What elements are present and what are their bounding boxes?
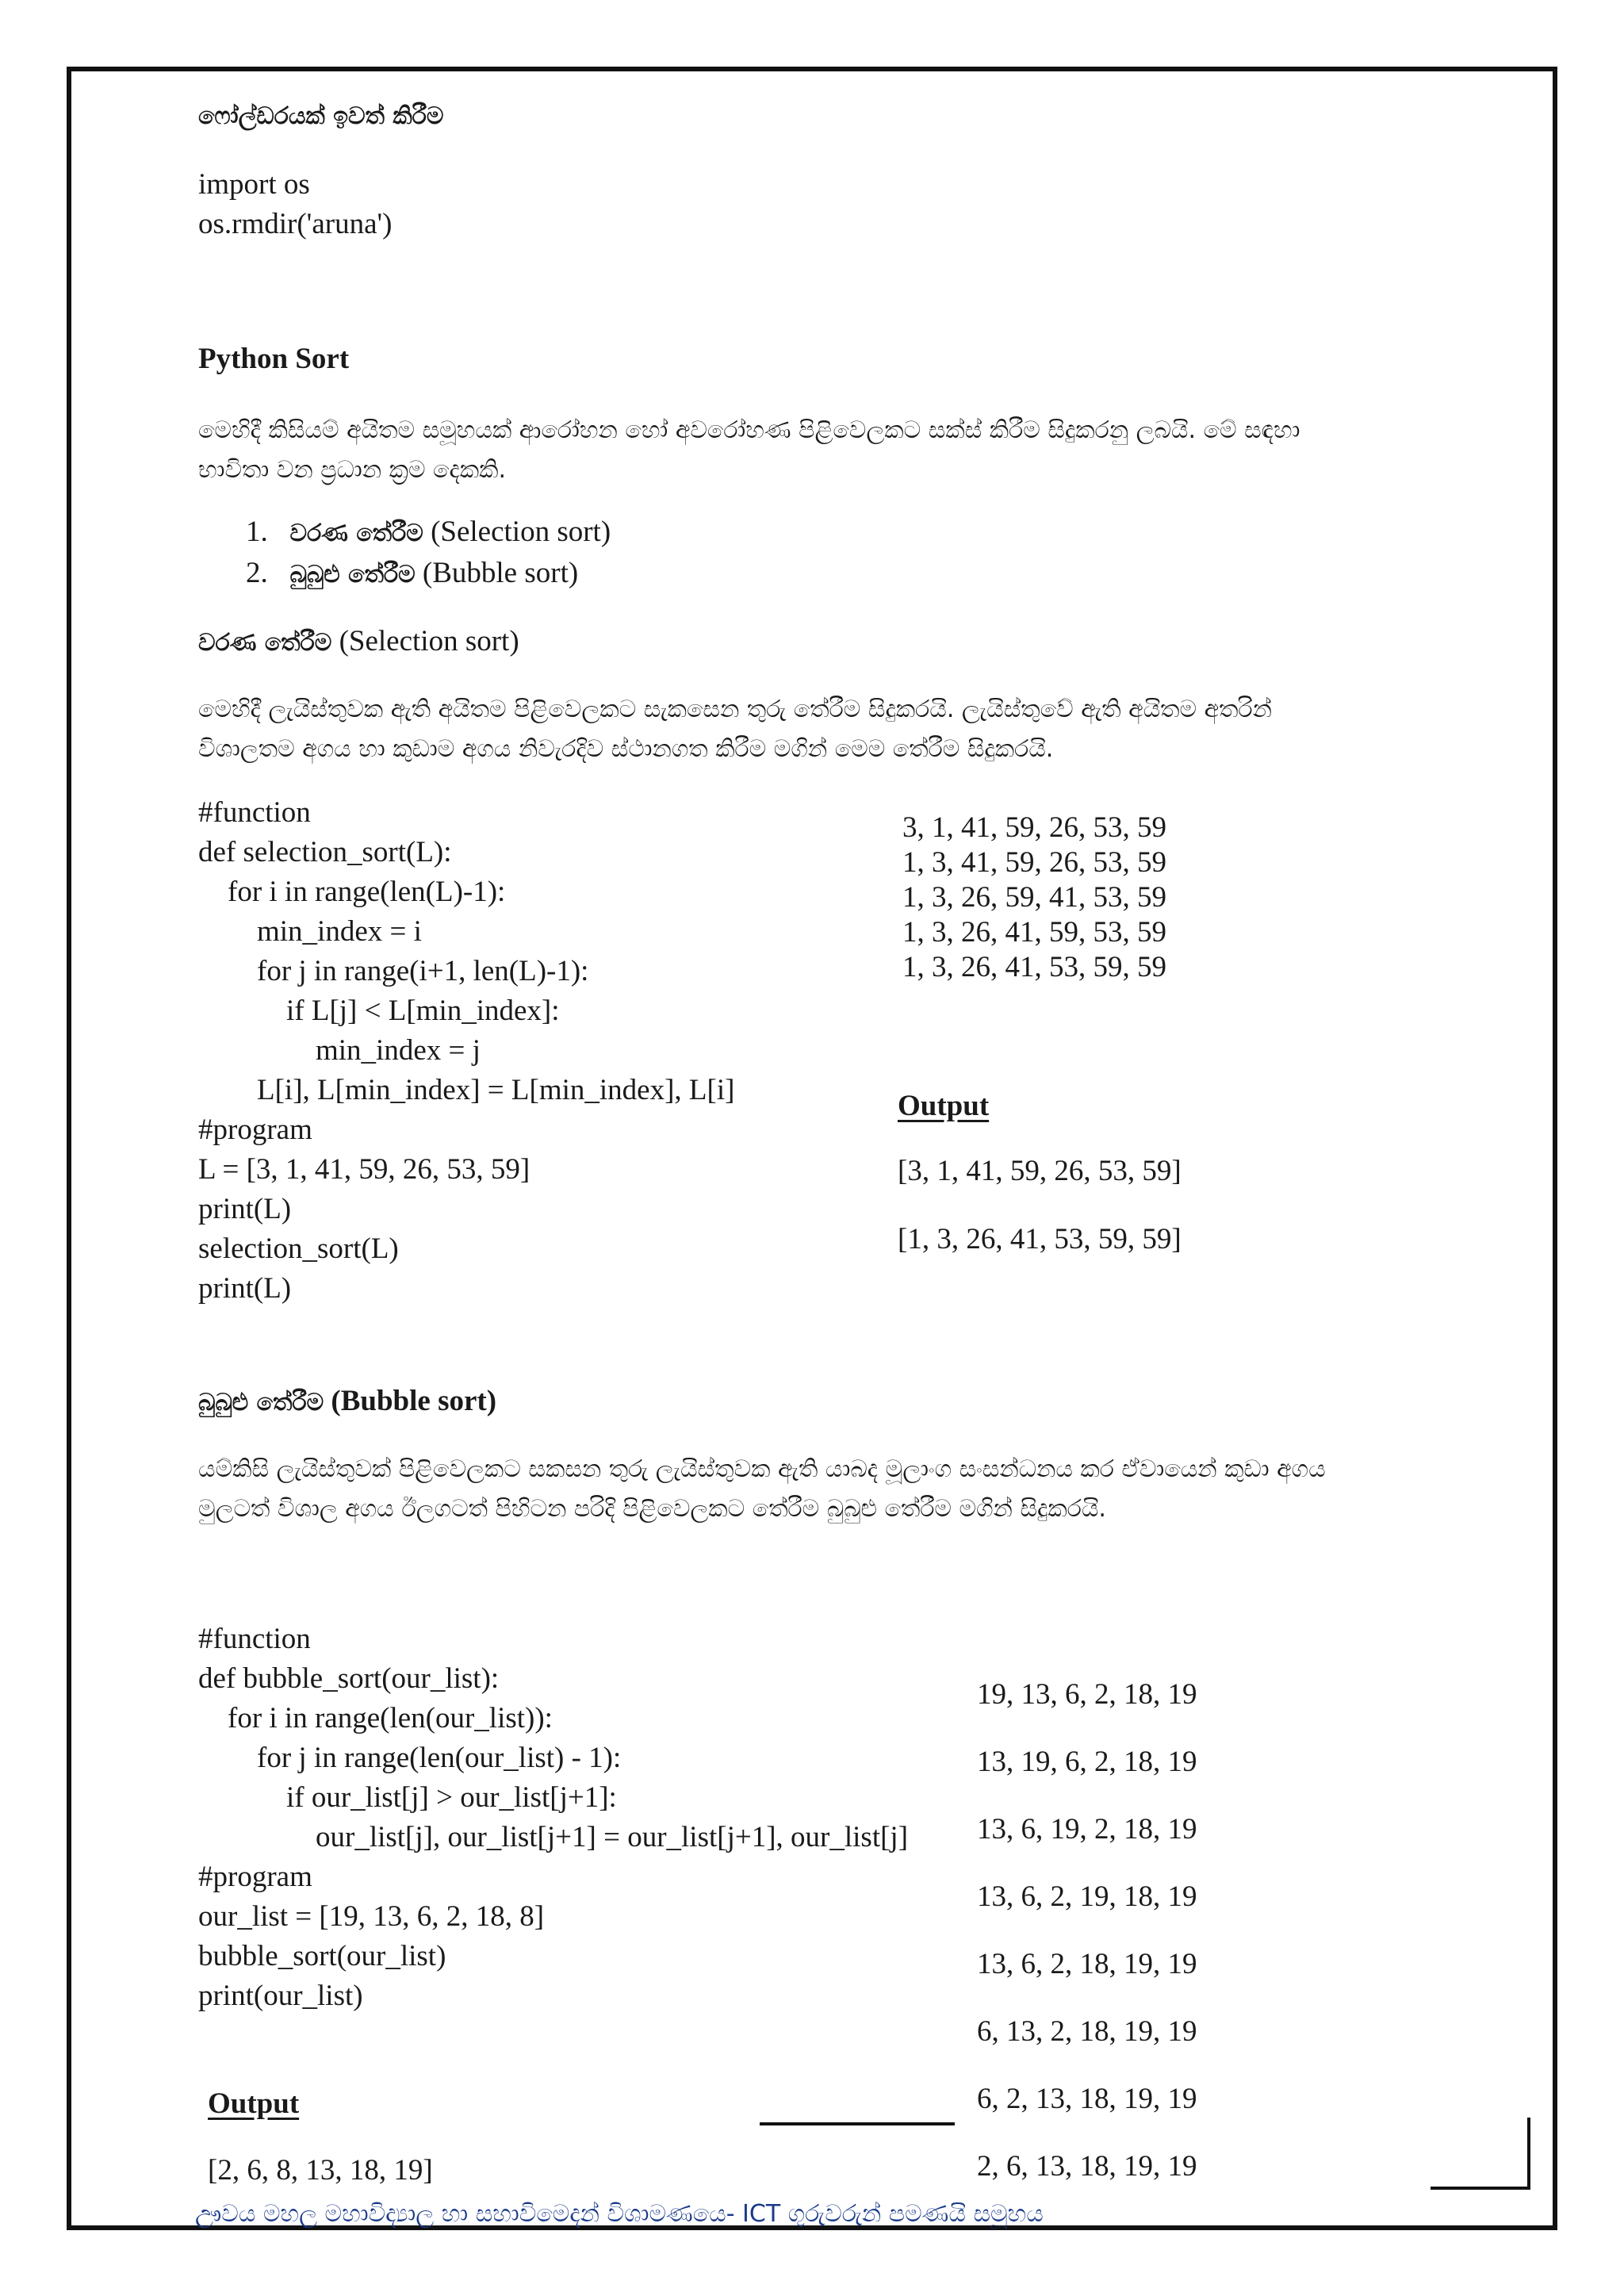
trace-line: 1, 3, 26, 41, 59, 53, 59 <box>902 916 1166 949</box>
heading-remove-folder: ෆෝල්ඩරයක් ඉවත් කිරීම <box>198 102 444 130</box>
trace-line: 6, 2, 13, 18, 19, 19 <box>977 2083 1197 2115</box>
code-remove-folder <box>198 165 393 244</box>
selection-output-line: [3, 1, 41, 59, 26, 53, 59] <box>898 1155 1182 1187</box>
code-line: min_index = i <box>198 915 422 948</box>
code-line: our_list[j], our_list[j+1] = our_list[j+1], our_list[j] <box>198 1821 909 1853</box>
code-line: #program <box>198 1861 312 1893</box>
heading-selection-sort: වරණ තේරීම (Selection sort) <box>198 625 519 657</box>
heading-python-sort: Python Sort <box>198 343 350 375</box>
code-line: our_list = [19, 13, 6, 2, 18, 8] <box>198 1900 545 1933</box>
selection-para-line: විශාලතම අගය හා කුඩාම අගය නිවැරදිව ස්ථානගත කිරීම මගින් මෙම තේරීම සිදුකරයි. <box>198 735 1054 763</box>
code-line: L[i], L[min_index] = L[min_index], L[i] <box>198 1074 735 1106</box>
selection-para-line: මෙහිදී ලැයිස්තුවක ඇති අයිතම පිළිවෙලකට සැකසෙන තුරු තේරීම සිදුකරයි. ලැයිස්තුවේ ඇති අයිතම අතරින් <box>198 696 1272 723</box>
code-line: os.rmdir('aruna') <box>198 208 393 240</box>
footer-text: ඌවය මහල මහාවිද්‍යාල හා සහාවිමෙදන් විශාමණයෙ- ICT ගුරුවරුන් පමණයි සමූහය <box>195 2200 1044 2228</box>
heading-bubble-sort: බුබුළු තේරීම (Bubble sort) <box>198 1385 497 1417</box>
code-line: #function <box>198 1623 311 1655</box>
bubble-para-line: මුලටත් විශාල අගය ඊලගටත් පිහිටන පරිදි පිළිවෙලකට තේරීම බුබුළු තේරීම මගින් සිදුකරයි. <box>198 1495 1106 1523</box>
list-item: 2. බුබුළු තේරීම (Bubble sort) <box>246 557 579 589</box>
code-line: for j in range(len(our_list) - 1): <box>198 1742 622 1774</box>
trace-line: 19, 13, 6, 2, 18, 19 <box>977 1678 1197 1711</box>
trace-line: 6, 13, 2, 18, 19, 19 <box>977 2015 1197 2048</box>
selection-output-label: Output <box>898 1090 990 1122</box>
bubble-output-line: [2, 6, 8, 13, 18, 19] <box>208 2154 433 2187</box>
trace-line: 13, 6, 19, 2, 18, 19 <box>977 1813 1197 1846</box>
code-line: L = [3, 1, 41, 59, 26, 53, 59] <box>198 1153 530 1186</box>
code-bubble-sort <box>198 1619 908 2016</box>
trace-line: 3, 1, 41, 59, 26, 53, 59 <box>902 811 1166 844</box>
trace-line: 1, 3, 41, 59, 26, 53, 59 <box>902 846 1166 879</box>
code-line: print(L) <box>198 1272 292 1305</box>
code-line: print(L) <box>198 1193 292 1225</box>
python-sort-para-line: මෙහිදී කිසියම් අයිතම සමූහයක් ආරෝහන හෝ අවරෝහණ පිළිවෙලකට සක්ස් කිරීම සිදුකරනු ලබයි. මේ සඳහා <box>198 416 1300 444</box>
code-line: def bubble_sort(our_list): <box>198 1662 500 1695</box>
trace-line: 1, 3, 26, 41, 53, 59, 59 <box>902 951 1166 983</box>
code-line: for j in range(i+1, len(L)-1): <box>198 955 589 987</box>
trace-line: 13, 6, 2, 19, 18, 19 <box>977 1880 1197 1913</box>
code-line: bubble_sort(our_list) <box>198 1940 446 1972</box>
code-line: selection_sort(L) <box>198 1232 399 1265</box>
list-item: 1. වරණ තේරීම (Selection sort) <box>246 516 611 548</box>
corner-line-horizontal <box>1431 2187 1530 2190</box>
code-line: def selection_sort(L): <box>198 836 452 868</box>
code-line: #program <box>198 1114 312 1146</box>
selection-trace <box>902 811 1166 985</box>
bubble-output-label: Output <box>208 2087 300 2120</box>
code-line: min_index = j <box>198 1034 481 1067</box>
code-line: import os <box>198 168 310 201</box>
trace-line: 2, 6, 13, 18, 19, 19 <box>977 2150 1197 2183</box>
code-line: #function <box>198 796 311 829</box>
corner-line-vertical <box>1527 2118 1530 2190</box>
code-selection-sort <box>198 793 734 1309</box>
code-line: for i in range(len(our_list)): <box>198 1702 553 1734</box>
bubble-trace <box>977 1661 1197 2200</box>
code-line: print(our_list) <box>198 1980 363 2012</box>
python-sort-para-line: භාවිතා වන ප්‍රධාන ක්‍රම දෙකකි. <box>198 456 507 484</box>
code-line: for i in range(len(L)-1): <box>198 876 506 908</box>
code-line: if L[j] < L[min_index]: <box>198 995 560 1027</box>
separator-line <box>760 2122 955 2125</box>
trace-line: 13, 19, 6, 2, 18, 19 <box>977 1746 1197 1778</box>
code-line: if our_list[j] > our_list[j+1]: <box>198 1781 617 1814</box>
trace-line: 13, 6, 2, 18, 19, 19 <box>977 1948 1197 1980</box>
sort-methods-list <box>246 512 611 595</box>
bubble-para-line: යම්කිසි ලැයිස්තුවක් පිළිවෙලකට සකසන තුරු ලැයිස්තුවක ඇති යාබද මූලාංග සංසන්ධනය කර ඒවායෙන් කුඩා අගය <box>198 1455 1326 1483</box>
trace-line: 1, 3, 26, 59, 41, 53, 59 <box>902 881 1166 914</box>
selection-output-line: [1, 3, 26, 41, 53, 59, 59] <box>898 1223 1182 1255</box>
